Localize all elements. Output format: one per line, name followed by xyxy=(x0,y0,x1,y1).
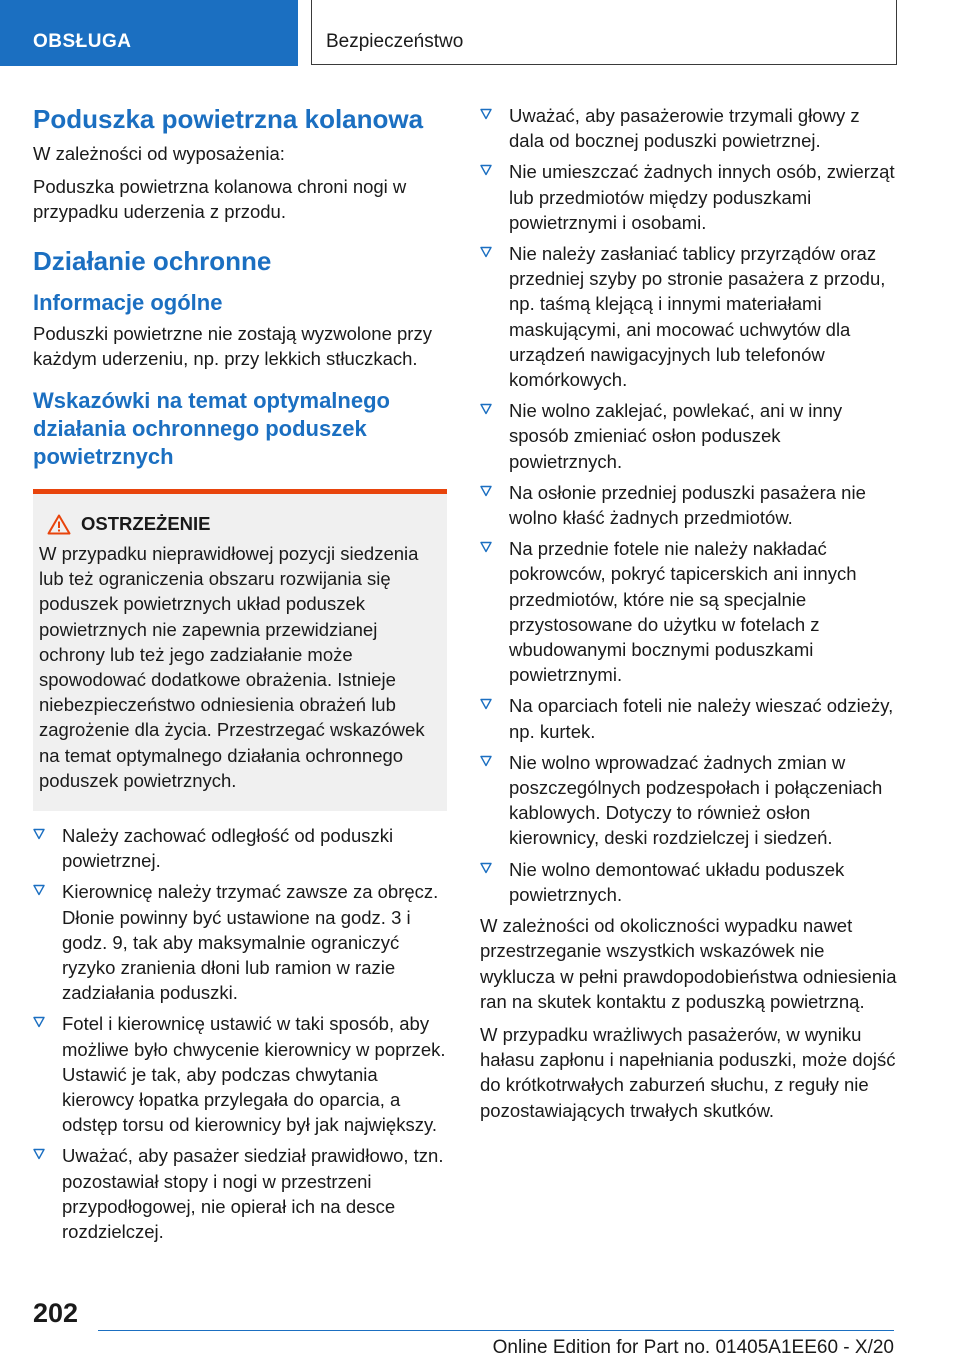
footer-divider xyxy=(98,1330,894,1331)
triangle-bullet-icon xyxy=(480,164,492,176)
triangle-bullet-icon xyxy=(480,755,492,767)
warning-text: W przypadku nieprawidłowej pozycji siedzenia lub też ograniczenia obszaru rozwijania się poduszek powietrznych układ poduszek powietrznych nie zapewnia przewidzianej ochrony lub też jego zadziałanie może spowodować dodatkowe obrażenia. Istnieje niebezpieczeństwo odniesienia obrażeń lub zagrożenie dla życia. Przestrzegać wskazówek na temat optymalnego działania ochronnego poduszek powietrznych. xyxy=(39,543,425,791)
list-item: Nie wolno wprowadzać żadnych zmian w poszczególnych podzespołach i połączeniach kablowych. Dotyczy to również osłon kierownicy, deski rozdzielczej i siedzeń. xyxy=(480,750,898,851)
tips-list-right xyxy=(480,103,898,907)
chapter-tab xyxy=(311,0,897,65)
list-item: Fotel i kierownicę ustawić w taki sposób, aby możliwe było chwycenie kierownicy w poprzek. Ustawić je tak, aby podczas chwytania kierowcy łopatka przylegała do oparcia, a odstęp torsu od kierownicy był jak największy. xyxy=(33,1011,447,1137)
paragraph: W przypadku wrażliwych pasażerów, w wyniku hałasu zapłonu i napełniania poduszki, może dojść do krótkotrwałych zaburzeń słuchu, z reguły nie pozostawiających trwałych skutków. xyxy=(480,1023,896,1121)
list-item: Na oparciach foteli nie należy wieszać odzieży, np. kurtek. xyxy=(480,693,898,743)
triangle-bullet-icon xyxy=(480,862,492,874)
list-item: Na przednie fotele nie należy nakładać pokrowców, pokryć tapicerskich ani innych przedmiotów, które nie są specjalnie przystosowane do użytku w fotelach z wbudowanymi bocznymi poduszkami powietrznymi. xyxy=(480,536,898,687)
triangle-bullet-icon xyxy=(33,828,45,840)
left-column xyxy=(33,103,447,1250)
list-item: Uważać, aby pasażerowie trzymali głowy z dala od bocznej poduszki powietrznej. xyxy=(480,103,898,153)
page-number: 202 xyxy=(33,1298,79,1328)
section-title: OBSŁUGA xyxy=(33,31,132,52)
list-item: Nie umieszczać żadnych innych osób, zwierząt lub przedmiotów między poduszkami powietrznymi i osobami. xyxy=(480,159,898,235)
triangle-bullet-icon xyxy=(480,698,492,710)
warning-title: OSTRZEŻENIE xyxy=(81,513,211,535)
right-column xyxy=(480,103,898,1131)
triangle-bullet-icon xyxy=(33,1016,45,1028)
tips-list-left xyxy=(33,823,447,1244)
list-item: Kierownicę należy trzymać zawsze za obręcz. Dłonie powinny być ustawione na godz. 3 i godz. 9, tak aby maksymalnie ograniczyć ryzyko zranienia dłoni lub ramion w razie zadziałania poduszki. xyxy=(33,879,447,1005)
triangle-bullet-icon xyxy=(480,403,492,415)
list-item: Na osłonie przedniej poduszki pasażera nie wolno kłaść żadnych przedmiotów. xyxy=(480,480,898,530)
chapter-title: Bezpieczeństwo xyxy=(326,31,464,52)
paragraph: W zależności od wyposażenia: xyxy=(33,143,285,164)
footer-edition: Online Edition for Part no. 01405A1EE60 - X/20 xyxy=(492,1337,894,1358)
triangle-bullet-icon xyxy=(480,246,492,258)
triangle-bullet-icon xyxy=(480,485,492,497)
section-tab xyxy=(0,0,298,66)
list-item: Nie wolno zaklejać, powlekać, ani w inny sposób zmieniać osłon poduszek powietrznych. xyxy=(480,398,898,474)
subheading-tips: Wskazówki na temat optymalnego działania ochronnego poduszek powietrznych xyxy=(33,388,390,470)
triangle-bullet-icon xyxy=(33,884,45,896)
warning-box xyxy=(33,489,447,811)
warning-triangle-icon xyxy=(47,514,71,535)
list-item: Należy zachować odległość od poduszki powietrznej. xyxy=(33,823,447,873)
list-item: Nie wolno demontować układu poduszek powietrznych. xyxy=(480,857,898,907)
list-item: Uważać, aby pasażer siedział prawidłowo, tzn. pozostawiał stopy i nogi w przestrzeni przypodłogowej, nie opierał ich na desce rozdzielczej. xyxy=(33,1143,447,1244)
triangle-bullet-icon xyxy=(480,541,492,553)
paragraph: Poduszka powietrzna kolanowa chroni nogi w przypadku uderzenia z przodu. xyxy=(33,176,407,223)
subheading-general: Informacje ogólne xyxy=(33,289,223,315)
paragraph: W zależności od okoliczności wypadku nawet przestrzeganie wszystkich wskazówek nie wyklucza w pełni prawdopodobieństwa odniesienia ran na skutek kontaktu z poduszką powietrzną. xyxy=(480,915,897,1012)
paragraph: Poduszki powietrzne nie zostają wyzwolone przy każdym uderzeniu, np. przy lekkich stłuczkach. xyxy=(33,322,432,369)
triangle-bullet-icon xyxy=(33,1148,45,1160)
list-item: Nie należy zasłaniać tablicy przyrządów oraz przedniej szyby po stronie pasażera z przodu, np. taśmą klejącą i innymi materiałami maskującymi, ani mocować uchwytów dla urządzeń nawigacyjnych lub telefonów komórkowych. xyxy=(480,241,898,392)
warning-header xyxy=(39,512,441,536)
heading-knee-airbag: Poduszka powietrzna kolanowa xyxy=(33,104,424,134)
triangle-bullet-icon xyxy=(480,108,492,120)
heading-protection: Działanie ochronne xyxy=(33,245,272,276)
